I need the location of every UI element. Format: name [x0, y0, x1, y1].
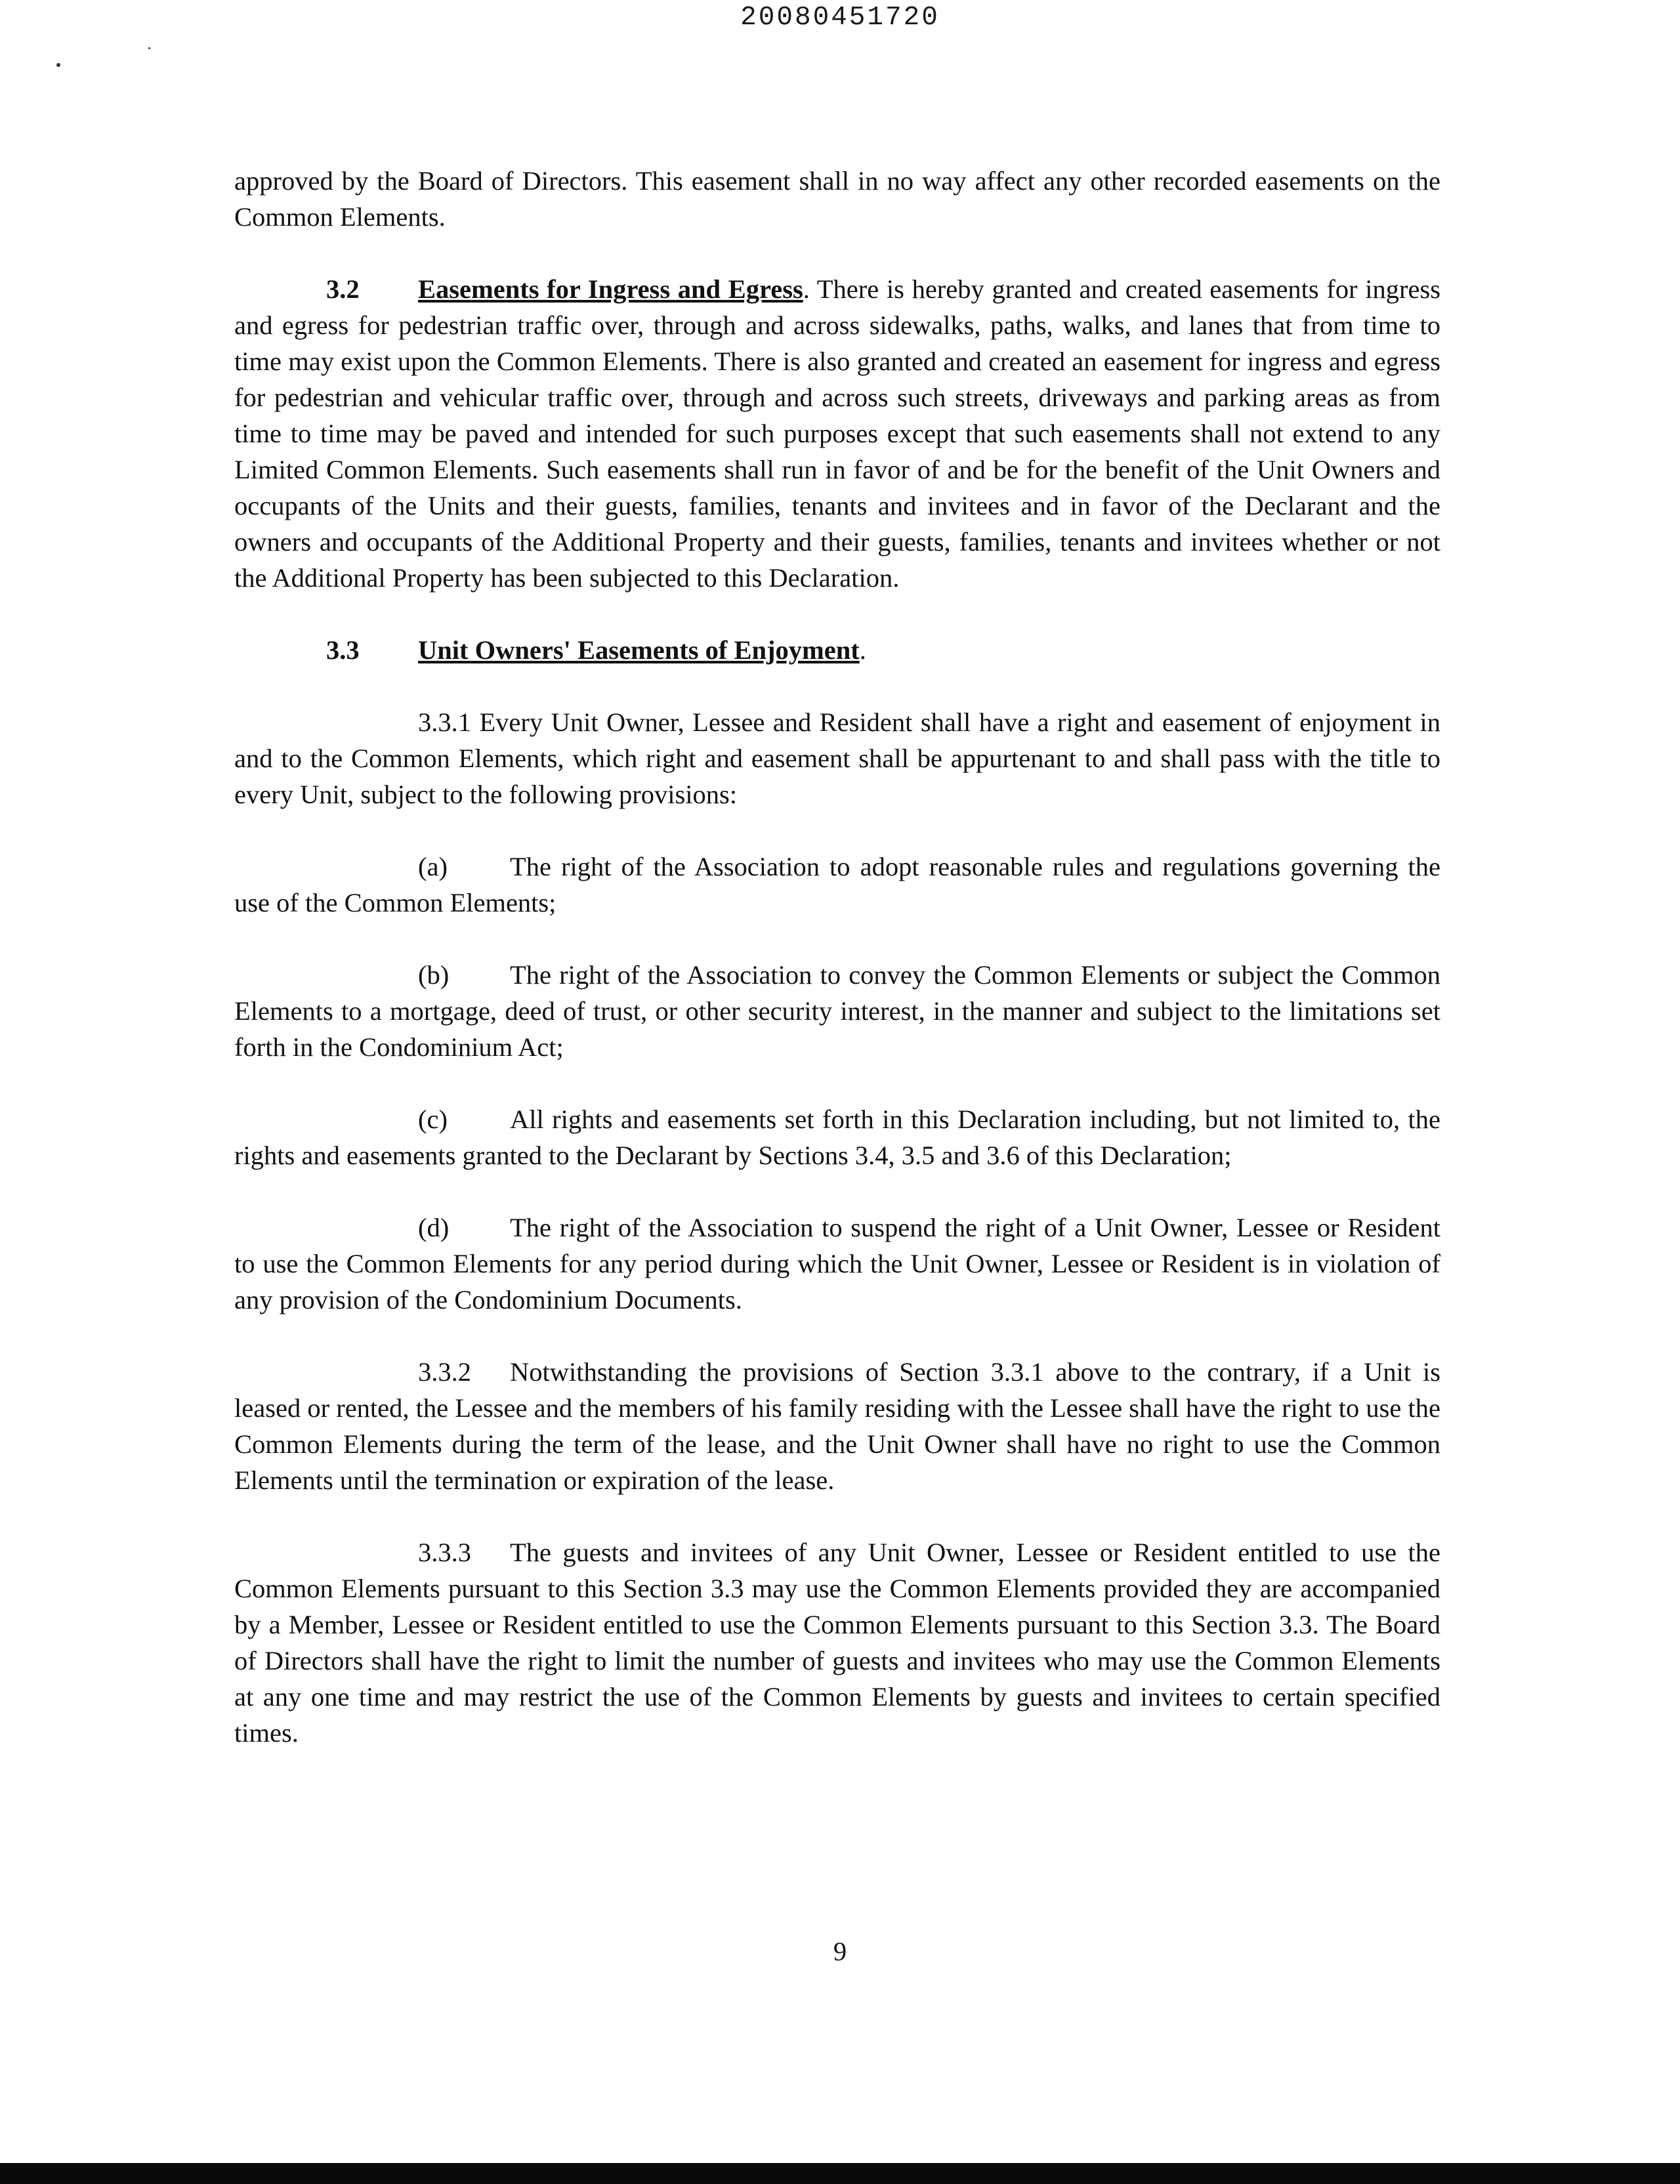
page-number: 9 — [833, 1937, 847, 1966]
section-number: 3.3 — [326, 635, 360, 665]
subsection-number: 3.3.1 — [418, 707, 471, 737]
item-label: (c) — [418, 1104, 448, 1134]
scan-speck — [56, 63, 60, 67]
section-3-2-paragraph — [234, 271, 1440, 596]
subsection-text: The guests and invitees of any Unit Owner, Lessee or Resident entitled to use the Common Elements pursuant to this Section 3.3 may use the Common Elements provided they are accompanied by a Member, Lessee or Resident entitled to use the Common Elements pursuant to this Section 3.3. The Board of Directors shall have the right to limit the number of guests and invitees who may use the Common Elements at any one time and may restrict the use of the Common Elements by guests and invitees to certain specified times. — [234, 1538, 1440, 1748]
subsection-3-3-1 — [234, 704, 1440, 812]
section-heading: Unit Owners' Easements of Enjoyment — [418, 635, 860, 665]
item-label: (a) — [418, 852, 448, 881]
list-item-a — [234, 849, 1440, 921]
item-label: (d) — [418, 1213, 450, 1242]
section-3-3-heading-line — [234, 632, 1440, 668]
document-body — [234, 163, 1440, 1751]
item-text: The right of the Association to suspend the right of a Unit Owner, Lessee or Resident to use the Common Elements for any period during which the Unit Owner, Lessee or Resident is in violation of any provision of the Condominium Documents. — [234, 1213, 1440, 1314]
heading-period: . — [859, 635, 866, 665]
continuation-paragraph: approved by the Board of Directors. This easement shall in no way affect any other recorded easements on the Common Elements. — [234, 166, 1440, 232]
subsection-text: Every Unit Owner, Lessee and Resident shall have a right and easement of enjoyment in and to the Common Elements, which right and easement shall be appurtenant to and shall pass with the title to every Unit, subject to the following provisions: — [234, 707, 1441, 809]
scan-speck — [148, 47, 150, 49]
section-text: . There is hereby granted and created easements for ingress and egress for pedestrian traffic over, through and across sidewalks, paths, walks, and lanes that from time to time may exist upon the Common Elements. There is also granted and created an easement for ingress and egress for pedestrian and vehicular traffic over, through and across such streets, driveways and parking areas as from time to time may be paved and intended for such purposes except that such easements shall not extend to any Limited Common Elements. Such easements shall run in favor of and be for the benefit of the Unit Owners and occupants of the Units and their guests, families, tenants and invitees and in favor of the Declarant and the owners and occupants of the Additional Property and their guests, families, tenants and invitees whether or not the Additional Property has been subjected to this Declaration. — [234, 274, 1440, 593]
item-text: The right of the Association to adopt reasonable rules and regulations governing the use of the Common Elements; — [234, 852, 1440, 917]
subsection-text: Notwithstanding the provisions of Section 3.3.1 above to the contrary, if a Unit is leased or rented, the Lessee and the members of his family residing with the Lessee shall have the right to use the Common Elements during the term of the lease, and the Unit Owner shall have no right to use the Common Elements until the termination or expiration of the lease. — [234, 1357, 1440, 1495]
item-text: All rights and easements set forth in this Declaration including, but not limited to, the rights and easements granted to the Declarant by Sections 3.4, 3.5 and 3.6 of this Declaration; — [234, 1104, 1440, 1170]
section-number: 3.2 — [326, 274, 360, 304]
scan-border — [0, 2163, 1680, 2184]
section-heading: Easements for Ingress and Egress — [418, 274, 803, 304]
subsection-3-3-2 — [234, 1354, 1440, 1498]
list-item-d — [234, 1209, 1440, 1318]
list-item-c — [234, 1101, 1440, 1173]
subsection-number: 3.3.3 — [418, 1538, 471, 1567]
item-text: The right of the Association to convey the Common Elements or subject the Common Elements to a mortgage, deed of trust, or other security interest, in the manner and subject to the limitations set forth in the Condominium Act; — [234, 960, 1440, 1062]
subsection-3-3-3 — [234, 1534, 1440, 1751]
subsection-number: 3.3.2 — [418, 1357, 471, 1387]
document-number: 20080451720 — [740, 3, 940, 33]
item-label: (b) — [418, 960, 450, 990]
list-item-b — [234, 957, 1440, 1065]
